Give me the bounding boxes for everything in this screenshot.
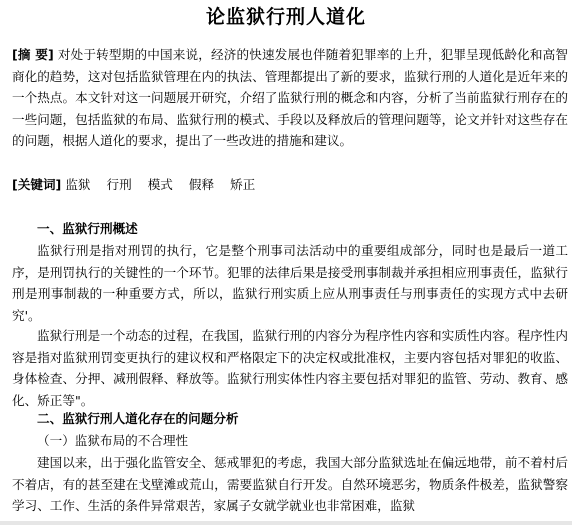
page-title: 论监狱行刑人道化: [205, 6, 366, 28]
abstract-paragraph: [12, 44, 568, 152]
keywords-label: [关键词]: [12, 177, 62, 192]
keyword-item: 监狱: [65, 177, 91, 192]
section-heading: 一、监狱行刑概述: [37, 221, 138, 236]
keyword-item: 行刑: [106, 177, 132, 192]
page-bottom-edge: [0, 521, 572, 525]
subsection-heading: （一）监狱布局的不合理性: [37, 433, 189, 448]
abstract-text: 对处于转型期的中国来说，经济的快速发展也伴随着犯罪率的上升，犯罪呈现低龄化和高智商化的趋势，这对包括监狱管理在内的执法、管理都提出了新的要求，监狱行刑的人道化是近年来的一个热点。本文针对这一问题展开研究，介绍了监狱行刑的概念和内容，分析了当前监狱行刑存在的一些问题，包括监狱的布局、监狱行刑的模式、手段以及释放后的管理问题等，论文并针对这些存在的问题，根据人道化的要求，提出了一些改进的措施和建议。: [12, 47, 568, 149]
body-paragraph: 建国以来，出于强化监管安全、惩戒罪犯的考虑，我国大部分监狱选址在偏远地带，前不着村后不着店，有的甚至建在戈壁滩或荒山，需要监狱自行开发。自然环境恶劣，物质条件极差，监狱警察学习、工作、生活的条件异常艰苦，家属子女就学就业也非常困难，监狱: [12, 455, 568, 514]
keyword-item: 假释: [188, 177, 215, 192]
section-heading: 二、监狱行刑人道化存在的问题分析: [37, 411, 239, 426]
abstract-label: [摘 要]: [12, 47, 54, 62]
body-paragraph: 监狱行刑是一个动态的过程，在我国，监狱行刑的内容分为程序性内容和实质性内容。程序性内容是指对监狱刑罚变更执行的建议权和严格限定下的决定权或批准权，主要内容包括对罪犯的收监、身体检查、分押、减刑假释、释放等。监狱行刑实体性内容主要包括对罪犯的监管、劳动、教育、感化、矫正等"。: [12, 328, 568, 408]
keyword-item: 矫正: [230, 177, 256, 192]
body-paragraph: 监狱行刑是指对刑罚的执行，它是整个刑事司法活动中的重要组成部分，同时也是最后一道工序，是刑罚执行的关键性的一个环节。犯罪的法律后果是接受刑事制裁并承担相应刑事责任，监狱行刑是刑事制裁的一种重要方式，所以，监狱行刑实质上应从刑事责任与刑事责任的实现方式中去研究'。: [12, 243, 568, 323]
keywords-line: [12, 174, 568, 196]
keyword-item: 模式: [147, 177, 173, 192]
